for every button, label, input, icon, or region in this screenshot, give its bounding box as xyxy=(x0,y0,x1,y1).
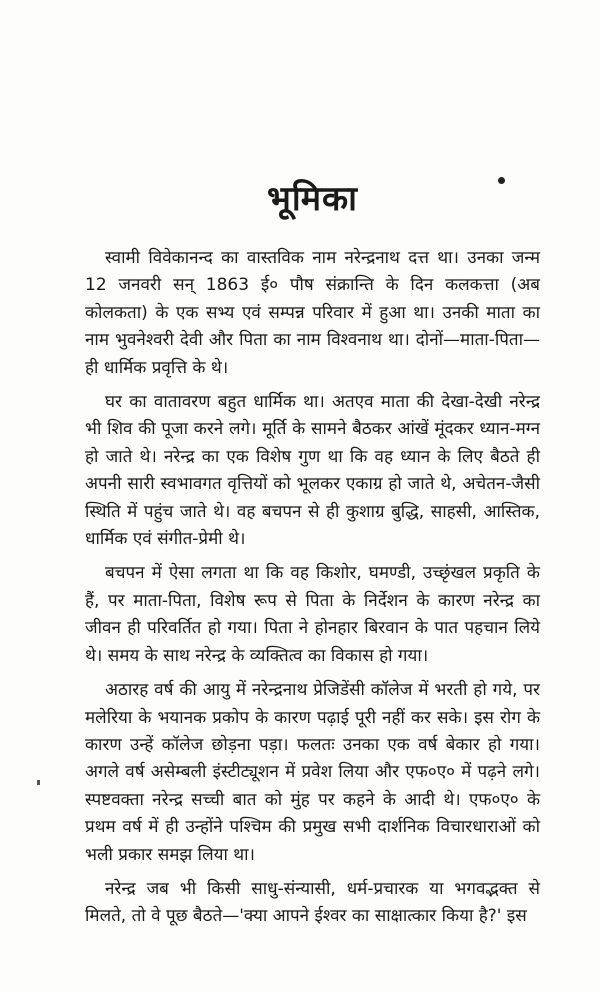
paragraph-4: अठारह वर्ष की आयु में नरेन्द्रनाथ प्रेजिडेंसी कॉलेज में भरती हो गये, पर मलेरिया के भयानक प्रकोप के कारण पढ़ाई पूरी नहीं कर सके। इस रोग के कारण उन्हें कॉलेज छोड़ना पड़ा। फलतः उनका एक वर्ष बेकार हो गया। अगले वर्ष असेम्बली इंस्टीट्यूशन में प्रवेश लिया और एफ०ए० में पढ़ने लगे। स्पष्टवक्ता नरेन्द्र सच्ची बात को मुंह पर कहने के आदी थे। एफ०ए० के प्रथम वर्ष में ही उन्होंने पश्चिम की प्रमुख सभी दार्शनिक विचारधाराओं को भली प्रकार समझ लिया था। xyxy=(85,680,540,865)
paragraph-3: बचपन में ऐसा लगता था कि वह किशोर, घमण्डी, उच्छृंखल प्रकृति के हैं, पर माता-पिता, विशेष रूप से पिता के निर्देशन के कारण नरेन्द्र का जीवन ही परिवर्तित हो गया। पिता ने होनहार बिरवान के पात पहचान लिये थे। समय के साथ नरेन्द्र के व्यक्तित्व का विकास हो गया। xyxy=(85,563,540,666)
page-body xyxy=(85,245,540,931)
paragraph-5: नरेन्द्र जब भी किसी साधु-संन्यासी, धर्म-प्रचारक या भगवद्भक्त से मिलते, तो वे पूछ बैठते—'क्या आपने ईश्वर का साक्षात्कार किया है?' इस xyxy=(85,878,540,927)
ink-speck xyxy=(37,780,40,785)
paragraph-2: घर का वातावरण बहुत धार्मिक था। अतएव माता की देखा-देखी नरेन्द्र भी शिव की पूजा करने लगे। मूर्ति के सामने बैठकर आंखें मूंदकर ध्यान-मग्न हो जाते थे। नरेन्द्र का एक विशेष गुण था कि वह ध्यान के लिए बैठते ही अपनी सारी स्वभावगत वृत्तियों को भूलकर एकाग्र हो जाते थे, अचेतन-जैसी स्थिति में पहुंच जाते थे। वह बचपन से ही कुशाग्र बुद्धि, साहसी, आस्तिक, धार्मिक एवं संगीत-प्रेमी थे। xyxy=(85,392,540,550)
ink-dot xyxy=(498,177,505,184)
paragraph-1: स्वामी विवेकानन्द का वास्तविक नाम नरेन्द्रनाथ दत्त था। उनका जन्म 12 जनवरी सन् 1863 ई० पौष संक्रान्ति के दिन कलकत्ता (अब कोलकता) के एक सभ्य एवं सम्पन्न परिवार में हुआ था। उनकी माता का नाम भुवनेश्वरी देवी और पिता का नाम विश्वनाथ था। दोनों—माता-पिता—ही धार्मिक प्रवृत्ति के थे। xyxy=(85,248,540,378)
page-title: भूमिका xyxy=(267,179,358,219)
